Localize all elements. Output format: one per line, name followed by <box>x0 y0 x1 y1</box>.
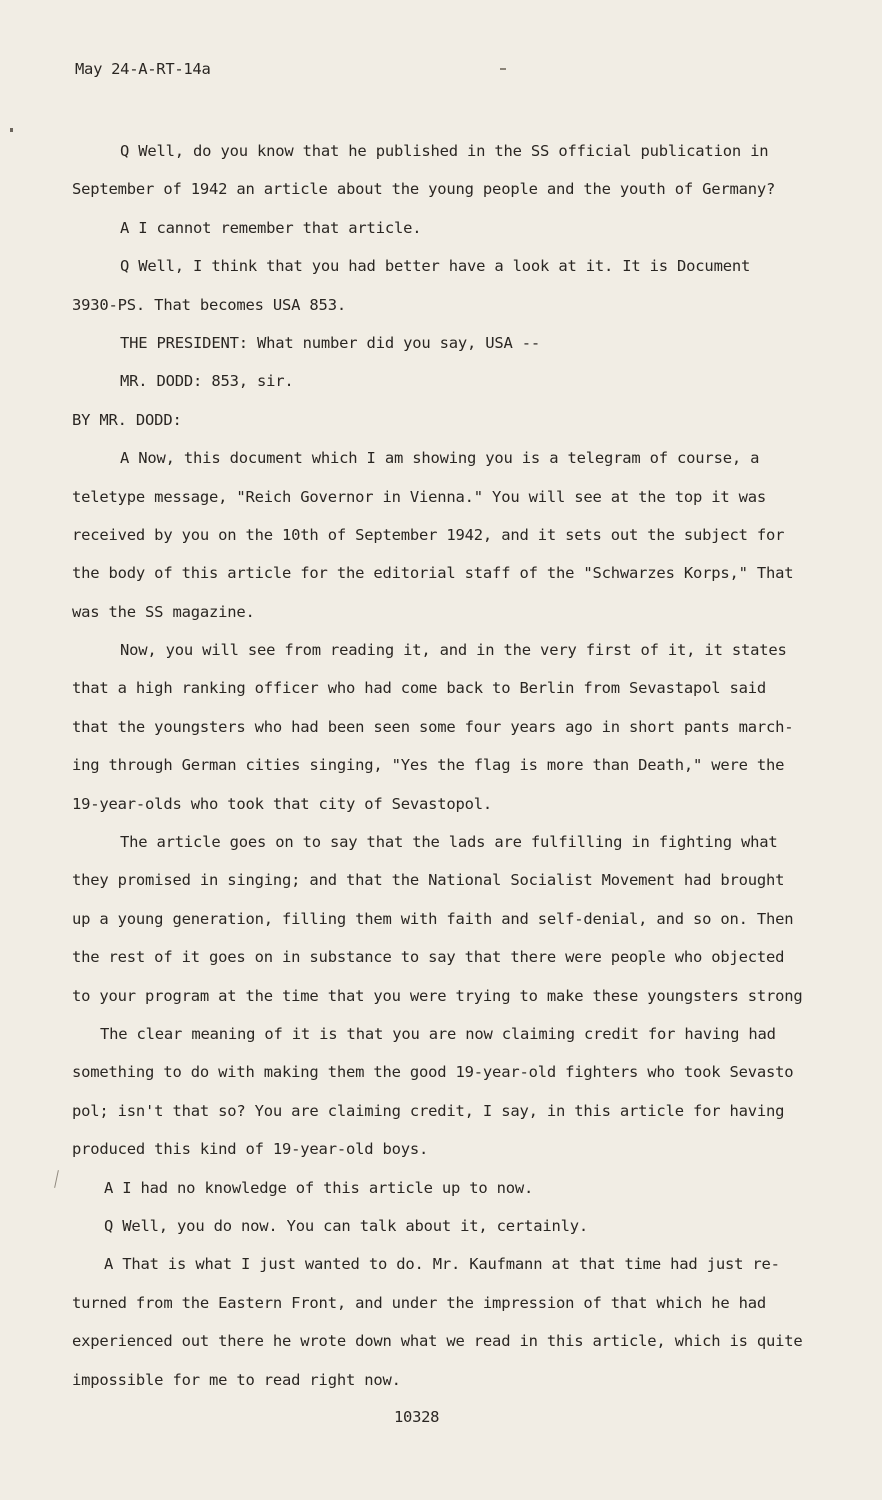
stray-dash-mark <box>500 68 506 70</box>
transcript-line: A That is what I just wanted to do. Mr. Kaufmann at that time had just re- <box>104 1255 780 1274</box>
transcript-line: something to do with making them the good 19-year-old fighters who took Sevasto <box>72 1063 794 1082</box>
transcript-line: ing through German cities singing, "Yes the flag is more than Death," were the <box>72 756 785 775</box>
transcript-line: BY MR. DODD: <box>72 410 182 429</box>
transcript-line: to your program at the time that you were trying to make these youngsters strong <box>72 986 803 1005</box>
transcript-line: 3930-PS. That becomes USA 853. <box>72 295 346 314</box>
transcript-line: A Now, this document which I am showing you is a telegram of course, a <box>120 449 760 468</box>
transcript-line: impossible for me to read right now. <box>72 1370 401 1389</box>
transcript-line: the body of this article for the editorial staff of the "Schwarzes Korps," That <box>72 564 794 583</box>
transcript-line: received by you on the 10th of September 1942, and it sets out the subject for <box>72 525 785 544</box>
margin-pencil-mark <box>54 1170 59 1188</box>
transcript-line: THE PRESIDENT: What number did you say, USA -- <box>120 333 541 352</box>
transcript-line: pol; isn't that so? You are claiming credit, I say, in this article for having <box>72 1101 785 1120</box>
transcript-line: teletype message, "Reich Governor in Vienna." You will see at the top it was <box>72 487 767 506</box>
transcript-line: A I cannot remember that article. <box>120 218 422 237</box>
transcript-line: experienced out there he wrote down what we read in this article, which is quite <box>72 1332 803 1351</box>
transcript-body <box>72 137 832 1404</box>
transcript-line: Q Well, do you know that he published in the SS official publication in <box>120 142 769 160</box>
transcript-line: MR. DODD: 853, sir. <box>120 372 294 391</box>
transcript-line: A I had no knowledge of this article up to now. <box>104 1178 534 1197</box>
transcript-line: September of 1942 an article about the young people and the youth of Germany? <box>72 180 776 199</box>
document-header: May 24-A-RT-14a <box>75 60 211 78</box>
transcript-line: they promised in singing; and that the National Socialist Movement had brought <box>72 871 785 890</box>
transcript-line: that the youngsters who had been seen some four years ago in short pants march- <box>72 717 794 736</box>
transcript-line: 19-year-olds who took that city of Sevastopol. <box>72 794 493 813</box>
transcript-line: Q Well, I think that you had better have a look at it. It is Document <box>120 257 751 276</box>
transcript-line: Q Well, you do now. You can talk about it, certainly. <box>104 1216 588 1235</box>
transcript-line: Now, you will see from reading it, and in the very first of it, it states <box>120 641 787 660</box>
page-number: 10328 <box>394 1408 440 1426</box>
transcript-line: was the SS magazine. <box>72 602 255 621</box>
transcript-line: that a high ranking officer who had come back to Berlin from Sevastapol said <box>72 679 767 698</box>
transcript-line: The article goes on to say that the lads are fulfilling in fighting what <box>120 833 778 852</box>
margin-tick-mark <box>10 128 13 132</box>
transcript-line: turned from the Eastern Front, and under the impression of that which he had <box>72 1293 767 1312</box>
transcript-line: The clear meaning of it is that you are now claiming credit for having had <box>100 1024 776 1043</box>
transcript-line: up a young generation, filling them with faith and self-denial, and so on. Then <box>72 909 794 928</box>
transcript-line: the rest of it goes on in substance to say that there were people who objected <box>72 948 785 967</box>
transcript-line: produced this kind of 19-year-old boys. <box>72 1140 429 1159</box>
